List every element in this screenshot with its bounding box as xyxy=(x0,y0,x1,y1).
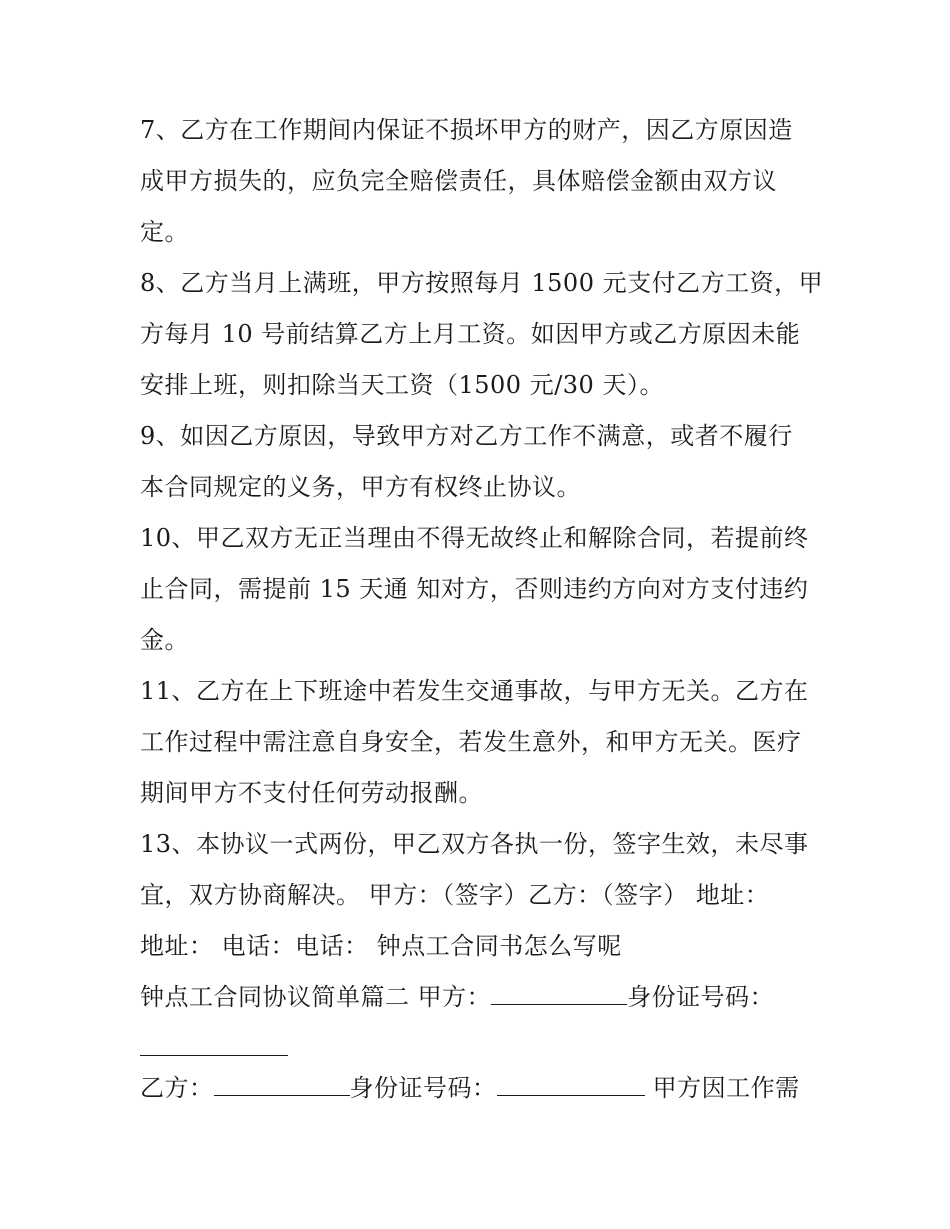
form-line xyxy=(140,982,774,1012)
text-line: 本合同规定的义务，甲方有权终止协议。 xyxy=(140,473,581,501)
text-line: 止合同，需提前 15 天通 知对方，否则违约方向对方支付违约 xyxy=(140,575,809,603)
blank-field xyxy=(214,1073,350,1096)
form-label: 身份证号码： xyxy=(627,983,775,1011)
text-line: 11、乙方在上下班途中若发生交通事故，与甲方无关。乙方在 xyxy=(140,677,809,705)
text-line: 定。 xyxy=(140,218,189,246)
text-line: 8、乙方当月上满班，甲方按照每月 1500 元支付乙方工资，甲 xyxy=(140,269,824,297)
text-line: 安排上班，则扣除当天工资（1500 元/30 天）。 xyxy=(140,371,664,399)
text-line: 工作过程中需注意自身安全，若发生意外，和甲方无关。医疗 xyxy=(140,728,802,756)
text-line: 期间甲方不支付任何劳动报酬。 xyxy=(140,779,483,807)
text-line: 7、乙方在工作期间内保证不损坏甲方的财产，因乙方原因造 xyxy=(140,116,793,144)
form-label: 钟点工合同协议简单篇二 甲方： xyxy=(140,983,492,1011)
blank-field xyxy=(140,1033,288,1056)
form-line xyxy=(140,1033,288,1063)
text-line: 9、如因乙方原因，导致甲方对乙方工作不满意，或者不履行 xyxy=(140,422,793,450)
form-label: 乙方： xyxy=(140,1074,214,1102)
text-line: 10、甲乙双方无正当理由不得无故终止和解除合同，若提前终 xyxy=(140,524,809,552)
form-label: 身份证号码： xyxy=(349,1074,497,1102)
form-label: 甲方因工作需 xyxy=(644,1074,800,1102)
text-line: 金。 xyxy=(140,626,189,654)
form-line xyxy=(140,1073,800,1103)
text-line: 成甲方损失的，应负完全赔偿责任，具体赔偿金额由双方议 xyxy=(140,167,777,195)
text-line: 地址： 电话：电话： 钟点工合同书怎么写呢 xyxy=(140,932,622,960)
text-line: 方每月 10 号前结算乙方上月工资。如因甲方或乙方原因未能 xyxy=(140,320,801,348)
text-line: 13、本协议一式两份，甲乙双方各执一份，签字生效，未尽事 xyxy=(140,830,809,858)
blank-field xyxy=(491,982,627,1005)
text-line: 宜，双方协商解决。 甲方：（签字）乙方：（签字） 地址： xyxy=(140,881,770,909)
blank-field xyxy=(497,1073,645,1096)
